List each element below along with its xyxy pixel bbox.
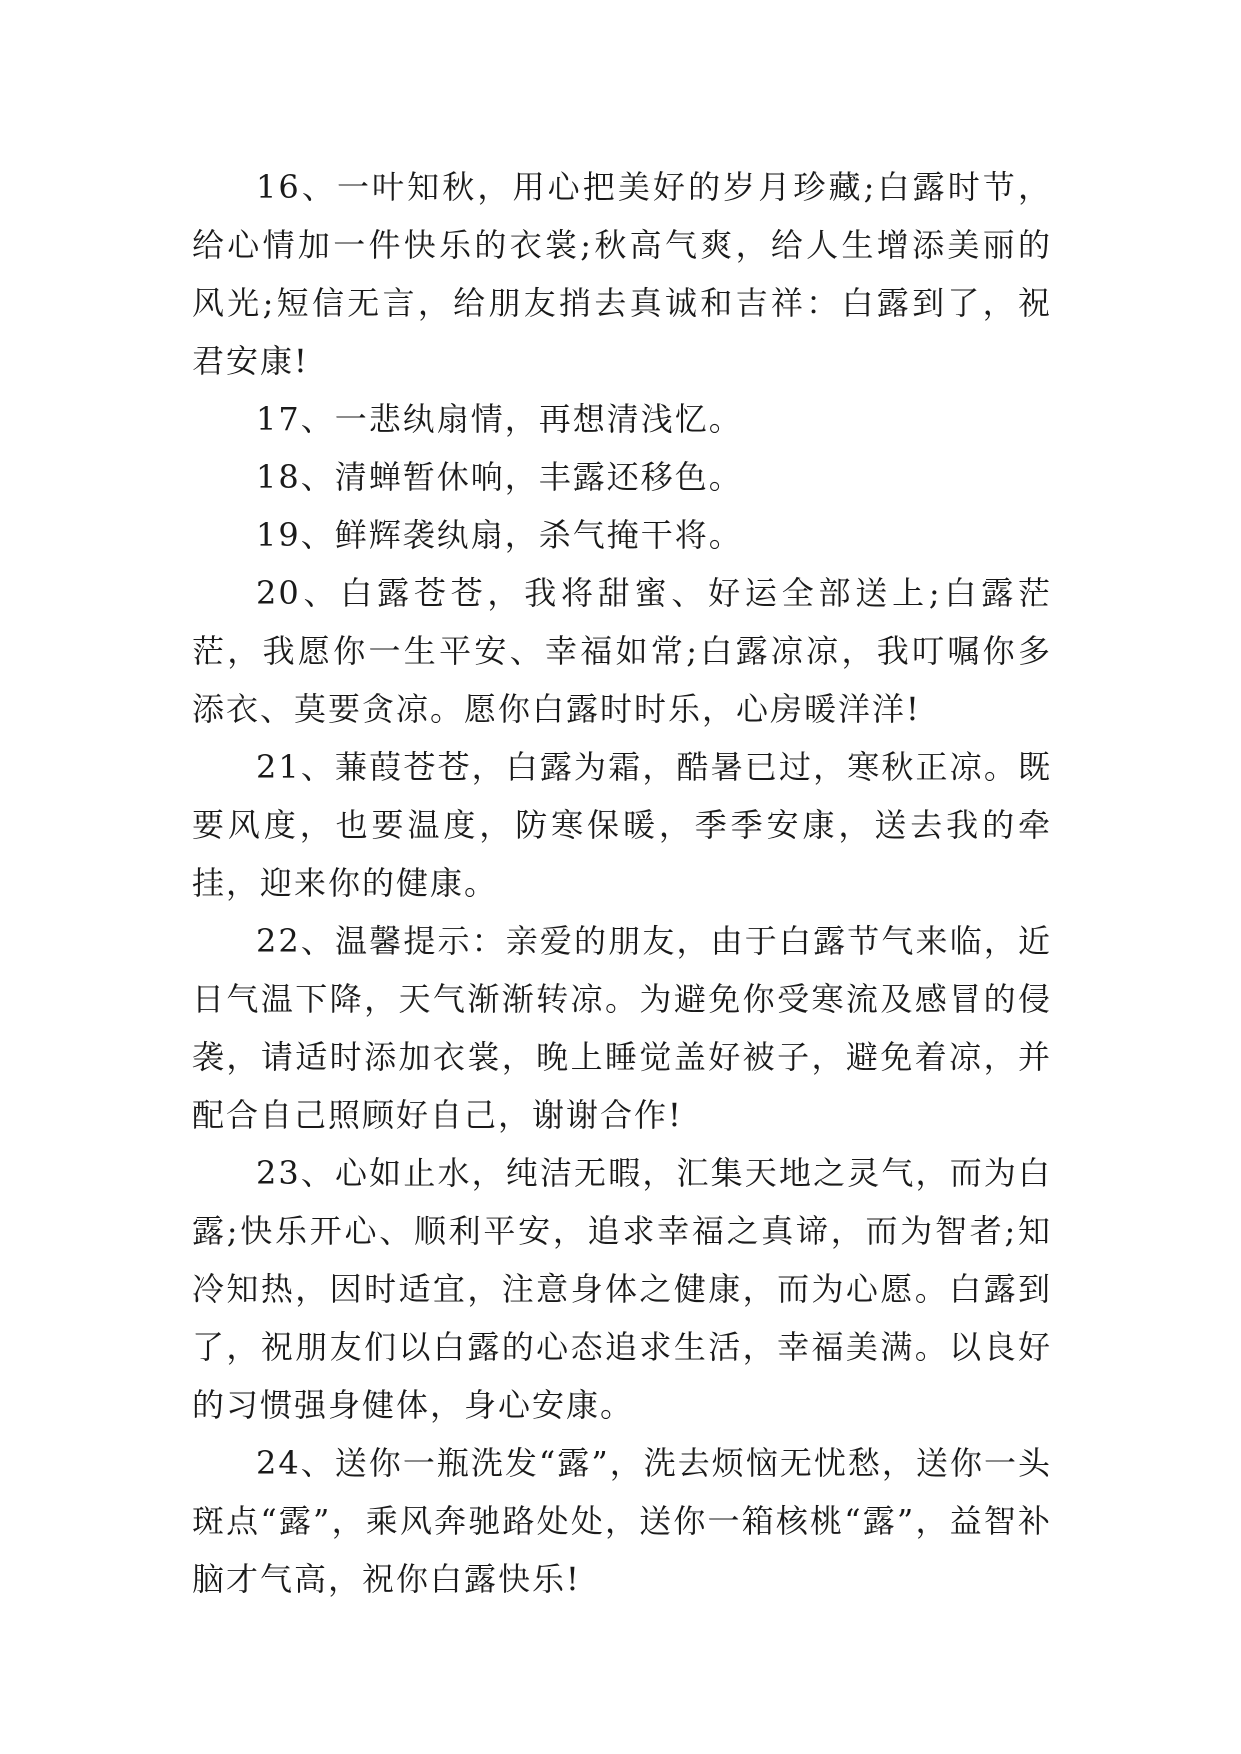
paragraph-19: 19、鲜辉袭纨扇，杀气掩干将。 — [256, 516, 743, 554]
paragraph-21: 21、蒹葭苍苍，白露为霜，酷暑已过，寒秋正凉。既要风度，也要温度，防寒保暖，季季安康，送去我的牵挂，迎来你的健康。 — [192, 748, 1052, 902]
paragraph-18: 18、清蝉暂休响，丰露还移色。 — [256, 458, 743, 496]
paragraph-22: 22、温馨提示：亲爱的朋友，由于白露节气来临，近日气温下降，天气渐渐转凉。为避免你受寒流及感冒的侵袭，请适时添加衣裳，晚上睡觉盖好被子，避免着凉，并配合自己照顾好自己，谢谢合作! — [192, 922, 1052, 1134]
paragraph-23: 23、心如止水，纯洁无暇，汇集天地之灵气，而为白露;快乐开心、顺利平安，追求幸福之真谛，而为智者;知冷知热，因时适宜，注意身体之健康，而为心愿。白露到了，祝朋友们以白露的心态追求生活，幸福美满。以良好的习惯强身健体，身心安康。 — [192, 1154, 1052, 1424]
paragraph-24: 24、送你一瓶洗发“露”，洗去烦恼无忧愁，送你一头斑点“露”，乘风奔驰路处处，送你一箱核桃“露”，益智补脑才气高，祝你白露快乐! — [192, 1444, 1052, 1598]
paragraph-17: 17、一悲纨扇情，再想清浅忆。 — [256, 400, 743, 438]
paragraph-16: 16、一叶知秋，用心把美好的岁月珍藏;白露时节，给心情加一件快乐的衣裳;秋高气爽，给人生增添美丽的风光;短信无言，给朋友捎去真诚和吉祥：白露到了，祝君安康! — [192, 168, 1052, 380]
document-body — [192, 158, 1052, 1608]
paragraph-20: 20、白露苍苍，我将甜蜜、好运全部送上;白露茫茫，我愿你一生平安、幸福如常;白露凉凉，我叮嘱你多添衣、莫要贪凉。愿你白露时时乐，心房暖洋洋! — [192, 574, 1052, 728]
